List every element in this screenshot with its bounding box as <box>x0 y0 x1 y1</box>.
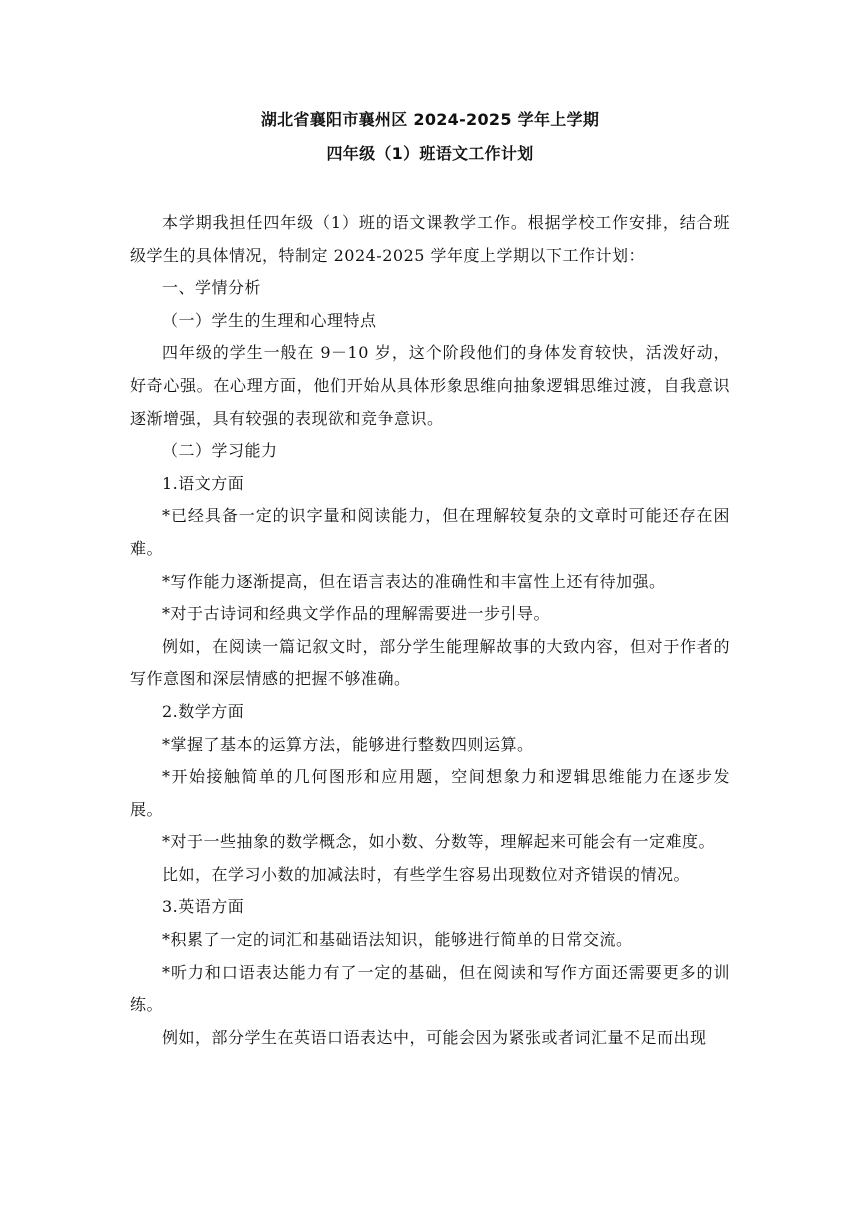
title-block <box>130 108 730 166</box>
item-heading-math: 2.数学方面 <box>162 701 245 721</box>
intro-paragraph: 本学期我担任四年级（1）班的语文课教学工作。根据学校工作安排，结合班级学生的具体情况，特制定 2024-2025 学年度上学期以下工作计划： <box>130 213 730 265</box>
example-chinese: 例如，在阅读一篇记叙文时，部分学生能理解故事的大致内容，但对于作者的写作意图和深层情感的把握不够准确。 <box>130 636 730 689</box>
section-heading-analysis: 一、学情分析 <box>162 278 262 298</box>
bullet-math-1: *掌握了基本的运算方法，能够进行整数四则运算。 <box>162 734 534 754</box>
document-body <box>130 207 730 1054</box>
item-heading-chinese: 1.语文方面 <box>162 473 245 493</box>
example-english: 例如，部分学生在英语口语表达中，可能会因为紧张或者词汇量不足而出现 <box>162 1027 707 1047</box>
bullet-english-2: *听力和口语表达能力有了一定的基础，但在阅读和写作方面还需要更多的训练。 <box>130 962 730 1015</box>
item-heading-english: 3.英语方面 <box>162 897 245 917</box>
example-math: 比如，在学习小数的加减法时，有些学生容易出现数位对齐错误的情况。 <box>162 864 691 884</box>
paragraph-traits: 四年级的学生一般在 9－10 岁，这个阶段他们的身体发育较快，活泼好动，好奇心强。在心理方面，他们开始从具体形象思维向抽象逻辑思维过渡，自我意识逐渐增强，具有较强的表现欲和竞争意识。 <box>130 343 730 428</box>
subsection-heading-traits: （一）学生的生理和心理特点 <box>162 310 377 330</box>
document-title-line-1: 湖北省襄阳市襄州区 2024-2025 学年上学期 <box>260 110 600 129</box>
bullet-chinese-1: *已经具备一定的识字量和阅读能力，但在理解较复杂的文章时可能还存在困难。 <box>130 506 730 558</box>
bullet-english-1: *积累了一定的词汇和基础语法知识，能够进行简单的日常交流。 <box>162 930 633 950</box>
document-title-line-2: 四年级（1）班语文工作计划 <box>326 144 534 163</box>
subsection-heading-ability: （二）学习能力 <box>162 441 278 461</box>
bullet-chinese-3: *对于古诗词和经典文学作品的理解需要进一步引导。 <box>162 604 551 624</box>
bullet-math-2: *开始接触简单的几何图形和应用题，空间想象力和逻辑思维能力在逐步发展。 <box>130 767 730 819</box>
bullet-chinese-2: *写作能力逐渐提高，但在语言表达的准确性和丰富性上还有待加强。 <box>162 571 666 591</box>
bullet-math-3: *对于一些抽象的数学概念，如小数、分数等，理解起来可能会有一定难度。 <box>162 832 716 852</box>
